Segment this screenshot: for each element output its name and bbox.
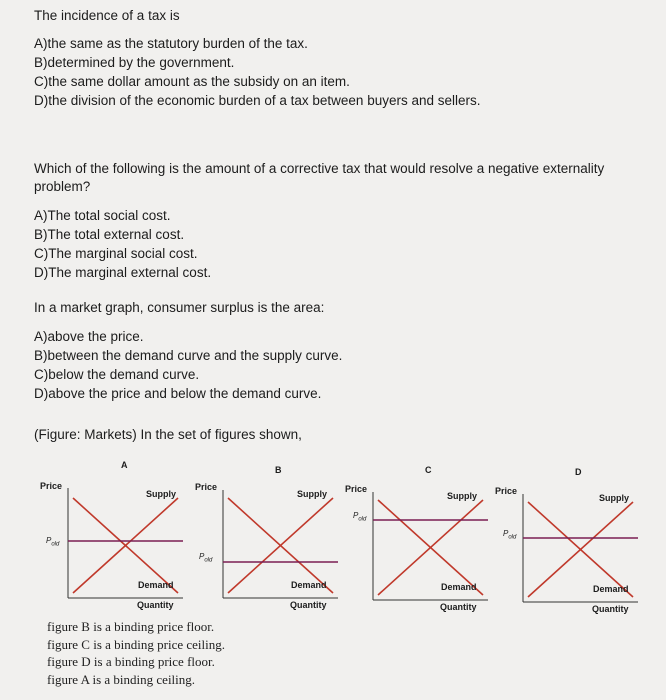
- pold-label: $P_{old}$: [46, 536, 60, 548]
- price-axis-label: Price: [195, 482, 218, 492]
- option-d[interactable]: D)The marginal external cost.: [34, 265, 212, 280]
- quantity-axis-label: Quantity: [592, 604, 629, 614]
- option-b[interactable]: B)The total external cost.: [34, 227, 185, 242]
- price-axis-label: Price: [40, 481, 63, 491]
- quantity-axis-label: Quantity: [137, 600, 174, 610]
- pold-label: $P_{old}$: [199, 552, 213, 564]
- question-2: [34, 160, 644, 282]
- supply-label: Supply: [297, 489, 328, 499]
- price-axis-label: Price: [345, 484, 368, 494]
- supply-label: Supply: [146, 489, 177, 499]
- option-c[interactable]: C)below the demand curve.: [34, 367, 200, 382]
- pold-label: $P_{old}$: [353, 511, 367, 523]
- supply-label: Supply: [447, 491, 478, 501]
- answer-option-3[interactable]: figure D is a binding price floor.: [47, 654, 215, 669]
- option-b[interactable]: B)determined by the government.: [34, 55, 235, 70]
- supply-label: Supply: [599, 493, 630, 503]
- figure-c-label: C: [425, 465, 432, 475]
- answer-options: [47, 618, 225, 688]
- price-axis-label: Price: [495, 486, 518, 496]
- option-d[interactable]: D)above the price and below the demand curve.: [34, 386, 322, 401]
- figure-b-svg: [193, 480, 343, 615]
- figure-b-label: B: [275, 465, 282, 475]
- answer-option-2[interactable]: figure C is a binding price ceiling.: [47, 636, 225, 652]
- demand-label: Demand: [138, 580, 174, 590]
- figure-d-svg: [493, 484, 643, 619]
- question-stem: The incidence of a tax is: [34, 8, 180, 23]
- option-a[interactable]: A)above the price.: [34, 329, 144, 344]
- question-4: [34, 425, 302, 444]
- quantity-axis-label: Quantity: [290, 600, 327, 610]
- option-c[interactable]: C)the same dollar amount as the subsidy on an item.: [34, 74, 350, 89]
- answer-option-1[interactable]: figure B is a binding price floor.: [47, 619, 215, 634]
- figure-c-svg: [343, 482, 493, 617]
- option-a[interactable]: A)the same as the statutory burden of the tax.: [34, 36, 308, 51]
- demand-label: Demand: [291, 580, 327, 590]
- figure-d: [493, 484, 643, 619]
- option-a[interactable]: A)The total social cost.: [34, 208, 171, 223]
- option-c[interactable]: C)The marginal social cost.: [34, 246, 198, 261]
- option-d[interactable]: D)the division of the economic burden of a tax between buyers and sellers.: [34, 93, 481, 108]
- question-stem: (Figure: Markets) In the set of figures shown,: [34, 427, 302, 442]
- quantity-axis-label: Quantity: [440, 602, 477, 612]
- figure-a: [38, 478, 188, 613]
- option-b[interactable]: B)between the demand curve and the supply curve.: [34, 348, 343, 363]
- figure-d-label: D: [575, 467, 582, 477]
- demand-label: Demand: [593, 584, 629, 594]
- figure-a-label: A: [121, 460, 128, 470]
- question-stem: Which of the following is the amount of a corrective tax that would resolve a negative externality problem?: [34, 161, 605, 194]
- question-3: [34, 298, 342, 403]
- demand-label: Demand: [441, 582, 477, 592]
- figure-b: [193, 480, 343, 615]
- question-1: [34, 6, 481, 110]
- pold-label: $P_{old}$: [503, 529, 517, 541]
- answer-option-4[interactable]: figure A is a binding ceiling.: [47, 671, 196, 687]
- question-stem: In a market graph, consumer surplus is the area:: [34, 300, 325, 315]
- figure-c: [343, 482, 493, 617]
